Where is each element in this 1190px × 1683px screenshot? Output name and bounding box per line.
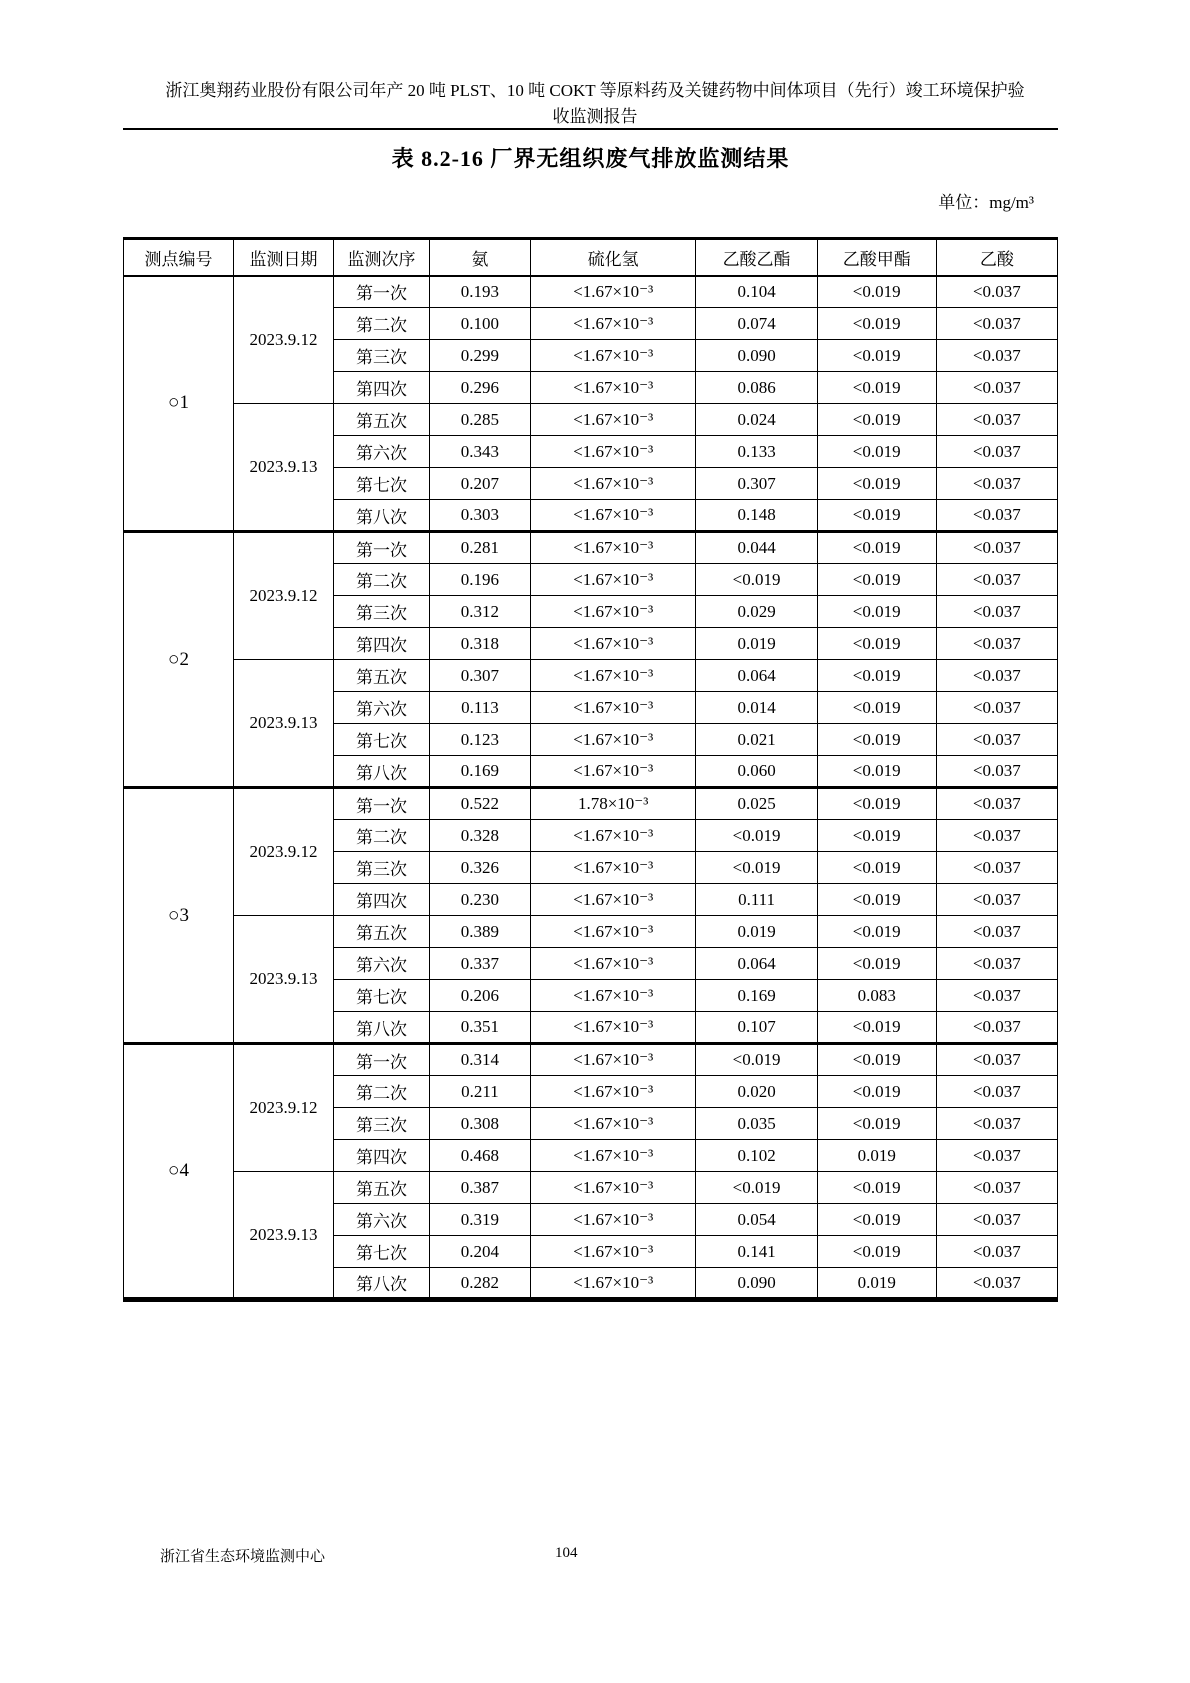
value-cell-ethyl-acetate: 0.014 [696,692,817,724]
column-header-7: 乙酸 [936,239,1057,276]
value-cell-h2s: <1.67×10⁻³ [530,724,696,756]
point-id-cell: ○4 [124,1044,234,1300]
value-cell-ammonia: 0.193 [429,276,530,308]
value-cell-methyl-acetate: <0.019 [817,628,936,660]
value-cell-h2s: <1.67×10⁻³ [530,820,696,852]
table-header [124,239,1058,276]
value-cell-ethyl-acetate: 0.035 [696,1108,817,1140]
point-id-cell: ○2 [124,532,234,788]
point-id-cell: ○1 [124,276,234,532]
value-cell-acetic-acid: <0.037 [936,916,1057,948]
value-cell-ammonia: 0.211 [429,1076,530,1108]
value-cell-methyl-acetate: <0.019 [817,564,936,596]
seq-cell: 第四次 [334,884,430,916]
value-cell-acetic-acid: <0.037 [936,1268,1057,1300]
table-row [124,788,1058,820]
value-cell-ammonia: 0.468 [429,1140,530,1172]
value-cell-ethyl-acetate: <0.019 [696,564,817,596]
value-cell-methyl-acetate: <0.019 [817,1044,936,1076]
value-cell-acetic-acid: <0.037 [936,724,1057,756]
value-cell-methyl-acetate: <0.019 [817,276,936,308]
value-cell-ammonia: 0.113 [429,692,530,724]
value-cell-h2s: <1.67×10⁻³ [530,1108,696,1140]
value-cell-acetic-acid: <0.037 [936,1012,1057,1044]
header-rule [123,128,1058,130]
value-cell-ethyl-acetate: 0.054 [696,1204,817,1236]
seq-cell: 第五次 [334,404,430,436]
seq-cell: 第六次 [334,692,430,724]
value-cell-ammonia: 0.282 [429,1268,530,1300]
value-cell-acetic-acid: <0.037 [936,1076,1057,1108]
date-cell: 2023.9.12 [234,276,334,404]
value-cell-methyl-acetate: 0.083 [817,980,936,1012]
value-cell-methyl-acetate: <0.019 [817,820,936,852]
value-cell-ammonia: 0.307 [429,660,530,692]
value-cell-ethyl-acetate: <0.019 [696,852,817,884]
seq-cell: 第四次 [334,1140,430,1172]
seq-cell: 第二次 [334,1076,430,1108]
table-row [124,916,1058,948]
seq-cell: 第八次 [334,1012,430,1044]
value-cell-ammonia: 0.299 [429,340,530,372]
unit-label: 单位：mg/m³ [938,193,1034,212]
doc-header [120,78,1070,131]
seq-cell: 第三次 [334,596,430,628]
seq-cell: 第一次 [334,532,430,564]
seq-cell: 第八次 [334,500,430,532]
table-title: 表 8.2-16 厂界无组织废气排放监测结果 [391,146,790,171]
value-cell-ethyl-acetate: 0.064 [696,660,817,692]
seq-cell: 第七次 [334,980,430,1012]
seq-cell: 第一次 [334,788,430,820]
seq-cell: 第一次 [334,276,430,308]
value-cell-ammonia: 0.314 [429,1044,530,1076]
seq-cell: 第三次 [334,340,430,372]
seq-cell: 第四次 [334,628,430,660]
value-cell-h2s: <1.67×10⁻³ [530,756,696,788]
value-cell-methyl-acetate: <0.019 [817,1076,936,1108]
value-cell-ammonia: 0.100 [429,308,530,340]
value-cell-h2s: <1.67×10⁻³ [530,340,696,372]
value-cell-methyl-acetate: <0.019 [817,788,936,820]
value-cell-ethyl-acetate: 0.025 [696,788,817,820]
value-cell-h2s: <1.67×10⁻³ [530,948,696,980]
value-cell-h2s: <1.67×10⁻³ [530,596,696,628]
date-cell: 2023.9.12 [234,1044,334,1172]
value-cell-methyl-acetate: <0.019 [817,948,936,980]
value-cell-ethyl-acetate: 0.111 [696,884,817,916]
value-cell-methyl-acetate: 0.019 [817,1268,936,1300]
monitoring-results-table [123,237,1058,1302]
value-cell-ammonia: 0.337 [429,948,530,980]
value-cell-acetic-acid: <0.037 [936,596,1057,628]
value-cell-methyl-acetate: <0.019 [817,1236,936,1268]
seq-cell: 第八次 [334,1268,430,1300]
value-cell-ammonia: 0.389 [429,916,530,948]
value-cell-acetic-acid: <0.037 [936,628,1057,660]
value-cell-h2s: <1.67×10⁻³ [530,564,696,596]
seq-cell: 第一次 [334,1044,430,1076]
value-cell-methyl-acetate: <0.019 [817,436,936,468]
value-cell-ammonia: 0.123 [429,724,530,756]
value-cell-h2s: <1.67×10⁻³ [530,980,696,1012]
value-cell-acetic-acid: <0.037 [936,1044,1057,1076]
value-cell-h2s: <1.67×10⁻³ [530,1012,696,1044]
value-cell-ethyl-acetate: 0.029 [696,596,817,628]
seq-cell: 第七次 [334,724,430,756]
seq-cell: 第三次 [334,1108,430,1140]
column-header-4: 硫化氢 [530,239,696,276]
value-cell-ammonia: 0.312 [429,596,530,628]
value-cell-methyl-acetate: 0.019 [817,1140,936,1172]
value-cell-ammonia: 0.296 [429,372,530,404]
column-header-5: 乙酸乙酯 [696,239,817,276]
seq-cell: 第五次 [334,660,430,692]
value-cell-acetic-acid: <0.037 [936,884,1057,916]
seq-cell: 第五次 [334,916,430,948]
value-cell-ammonia: 0.206 [429,980,530,1012]
value-cell-acetic-acid: <0.037 [936,1204,1057,1236]
date-cell: 2023.9.13 [234,1172,334,1300]
value-cell-acetic-acid: <0.037 [936,532,1057,564]
value-cell-ethyl-acetate: 0.020 [696,1076,817,1108]
date-cell: 2023.9.13 [234,404,334,532]
value-cell-acetic-acid: <0.037 [936,820,1057,852]
footer-organization: 浙江省生态环境监测中心 [160,1549,326,1565]
value-cell-h2s: 1.78×10⁻³ [530,788,696,820]
value-cell-methyl-acetate: <0.019 [817,756,936,788]
table-header-row [124,239,1058,276]
value-cell-acetic-acid: <0.037 [936,276,1057,308]
doc-header-line1: 浙江奥翔药业股份有限公司年产 20 吨 PLST、10 吨 COKT 等原料药及关键药物中间体项目（先行）竣工环境保护验 [165,81,1025,100]
value-cell-h2s: <1.67×10⁻³ [530,1044,696,1076]
value-cell-h2s: <1.67×10⁻³ [530,628,696,660]
value-cell-methyl-acetate: <0.019 [817,532,936,564]
value-cell-ethyl-acetate: <0.019 [696,820,817,852]
seq-cell: 第二次 [334,308,430,340]
value-cell-h2s: <1.67×10⁻³ [530,852,696,884]
date-cell: 2023.9.12 [234,532,334,660]
seq-cell: 第四次 [334,372,430,404]
value-cell-acetic-acid: <0.037 [936,692,1057,724]
value-cell-h2s: <1.67×10⁻³ [530,468,696,500]
value-cell-ammonia: 0.230 [429,884,530,916]
value-cell-h2s: <1.67×10⁻³ [530,276,696,308]
column-header-6: 乙酸甲酯 [817,239,936,276]
value-cell-acetic-acid: <0.037 [936,660,1057,692]
value-cell-acetic-acid: <0.037 [936,980,1057,1012]
seq-cell: 第二次 [334,820,430,852]
seq-cell: 第六次 [334,1204,430,1236]
value-cell-ethyl-acetate: 0.307 [696,468,817,500]
value-cell-ethyl-acetate: 0.064 [696,948,817,980]
value-cell-ammonia: 0.522 [429,788,530,820]
value-cell-acetic-acid: <0.037 [936,1108,1057,1140]
value-cell-acetic-acid: <0.037 [936,1236,1057,1268]
value-cell-methyl-acetate: <0.019 [817,660,936,692]
value-cell-h2s: <1.67×10⁻³ [530,1172,696,1204]
column-header-1: 监测日期 [234,239,334,276]
value-cell-ethyl-acetate: <0.019 [696,1172,817,1204]
table-row [124,276,1058,308]
value-cell-h2s: <1.67×10⁻³ [530,404,696,436]
value-cell-h2s: <1.67×10⁻³ [530,1204,696,1236]
value-cell-h2s: <1.67×10⁻³ [530,884,696,916]
value-cell-h2s: <1.67×10⁻³ [530,436,696,468]
value-cell-acetic-acid: <0.037 [936,1140,1057,1172]
value-cell-ammonia: 0.196 [429,564,530,596]
value-cell-acetic-acid: <0.037 [936,948,1057,980]
value-cell-methyl-acetate: <0.019 [817,884,936,916]
value-cell-ammonia: 0.303 [429,500,530,532]
value-cell-ammonia: 0.351 [429,1012,530,1044]
value-cell-ethyl-acetate: 0.107 [696,1012,817,1044]
value-cell-acetic-acid: <0.037 [936,308,1057,340]
value-cell-methyl-acetate: <0.019 [817,1108,936,1140]
value-cell-ethyl-acetate: 0.133 [696,436,817,468]
page-number: 104 [555,1545,578,1561]
value-cell-ethyl-acetate: 0.021 [696,724,817,756]
value-cell-h2s: <1.67×10⁻³ [530,660,696,692]
value-cell-acetic-acid: <0.037 [936,340,1057,372]
value-cell-h2s: <1.67×10⁻³ [530,1268,696,1300]
table-row [124,404,1058,436]
table-row [124,1044,1058,1076]
value-cell-ammonia: 0.328 [429,820,530,852]
value-cell-h2s: <1.67×10⁻³ [530,308,696,340]
value-cell-ethyl-acetate: 0.104 [696,276,817,308]
value-cell-ethyl-acetate: 0.090 [696,340,817,372]
value-cell-methyl-acetate: <0.019 [817,916,936,948]
value-cell-ammonia: 0.281 [429,532,530,564]
value-cell-ammonia: 0.204 [429,1236,530,1268]
value-cell-h2s: <1.67×10⁻³ [530,916,696,948]
value-cell-ethyl-acetate: 0.169 [696,980,817,1012]
point-id-cell: ○3 [124,788,234,1044]
value-cell-methyl-acetate: <0.019 [817,852,936,884]
value-cell-ethyl-acetate: <0.019 [696,1044,817,1076]
value-cell-methyl-acetate: <0.019 [817,340,936,372]
value-cell-h2s: <1.67×10⁻³ [530,500,696,532]
value-cell-methyl-acetate: <0.019 [817,1172,936,1204]
seq-cell: 第七次 [334,1236,430,1268]
value-cell-h2s: <1.67×10⁻³ [530,1236,696,1268]
value-cell-ammonia: 0.308 [429,1108,530,1140]
value-cell-methyl-acetate: <0.019 [817,724,936,756]
seq-cell: 第八次 [334,756,430,788]
value-cell-ammonia: 0.285 [429,404,530,436]
date-cell: 2023.9.13 [234,660,334,788]
value-cell-ammonia: 0.207 [429,468,530,500]
value-cell-acetic-acid: <0.037 [936,372,1057,404]
value-cell-ammonia: 0.326 [429,852,530,884]
doc-header-line2: 收监测报告 [552,107,638,127]
value-cell-h2s: <1.67×10⁻³ [530,1140,696,1172]
seq-cell: 第五次 [334,1172,430,1204]
value-cell-ammonia: 0.318 [429,628,530,660]
value-cell-methyl-acetate: <0.019 [817,692,936,724]
value-cell-h2s: <1.67×10⁻³ [530,692,696,724]
value-cell-acetic-acid: <0.037 [936,788,1057,820]
value-cell-ammonia: 0.319 [429,1204,530,1236]
value-cell-ethyl-acetate: 0.102 [696,1140,817,1172]
value-cell-ethyl-acetate: 0.141 [696,1236,817,1268]
value-cell-ethyl-acetate: 0.019 [696,628,817,660]
value-cell-acetic-acid: <0.037 [936,436,1057,468]
value-cell-methyl-acetate: <0.019 [817,500,936,532]
value-cell-ethyl-acetate: 0.024 [696,404,817,436]
value-cell-ethyl-acetate: 0.060 [696,756,817,788]
value-cell-h2s: <1.67×10⁻³ [530,532,696,564]
value-cell-acetic-acid: <0.037 [936,404,1057,436]
seq-cell: 第七次 [334,468,430,500]
value-cell-ethyl-acetate: 0.086 [696,372,817,404]
value-cell-h2s: <1.67×10⁻³ [530,1076,696,1108]
value-cell-ethyl-acetate: 0.074 [696,308,817,340]
seq-cell: 第二次 [334,564,430,596]
value-cell-ethyl-acetate: 0.044 [696,532,817,564]
value-cell-ammonia: 0.343 [429,436,530,468]
value-cell-ammonia: 0.169 [429,756,530,788]
column-header-2: 监测次序 [334,239,430,276]
table-row [124,1172,1058,1204]
column-header-0: 测点编号 [124,239,234,276]
table-row [124,660,1058,692]
value-cell-ammonia: 0.387 [429,1172,530,1204]
value-cell-ethyl-acetate: 0.019 [696,916,817,948]
seq-cell: 第六次 [334,948,430,980]
value-cell-methyl-acetate: <0.019 [817,468,936,500]
seq-cell: 第三次 [334,852,430,884]
table-body [124,276,1058,1300]
value-cell-acetic-acid: <0.037 [936,1172,1057,1204]
value-cell-acetic-acid: <0.037 [936,756,1057,788]
value-cell-ethyl-acetate: 0.148 [696,500,817,532]
value-cell-h2s: <1.67×10⁻³ [530,372,696,404]
value-cell-methyl-acetate: <0.019 [817,1204,936,1236]
value-cell-methyl-acetate: <0.019 [817,404,936,436]
table-row [124,532,1058,564]
value-cell-methyl-acetate: <0.019 [817,596,936,628]
date-cell: 2023.9.13 [234,916,334,1044]
value-cell-acetic-acid: <0.037 [936,500,1057,532]
seq-cell: 第六次 [334,436,430,468]
column-header-3: 氨 [429,239,530,276]
value-cell-methyl-acetate: <0.019 [817,308,936,340]
value-cell-acetic-acid: <0.037 [936,852,1057,884]
value-cell-acetic-acid: <0.037 [936,564,1057,596]
value-cell-ethyl-acetate: 0.090 [696,1268,817,1300]
value-cell-acetic-acid: <0.037 [936,468,1057,500]
value-cell-methyl-acetate: <0.019 [817,1012,936,1044]
value-cell-methyl-acetate: <0.019 [817,372,936,404]
date-cell: 2023.9.12 [234,788,334,916]
